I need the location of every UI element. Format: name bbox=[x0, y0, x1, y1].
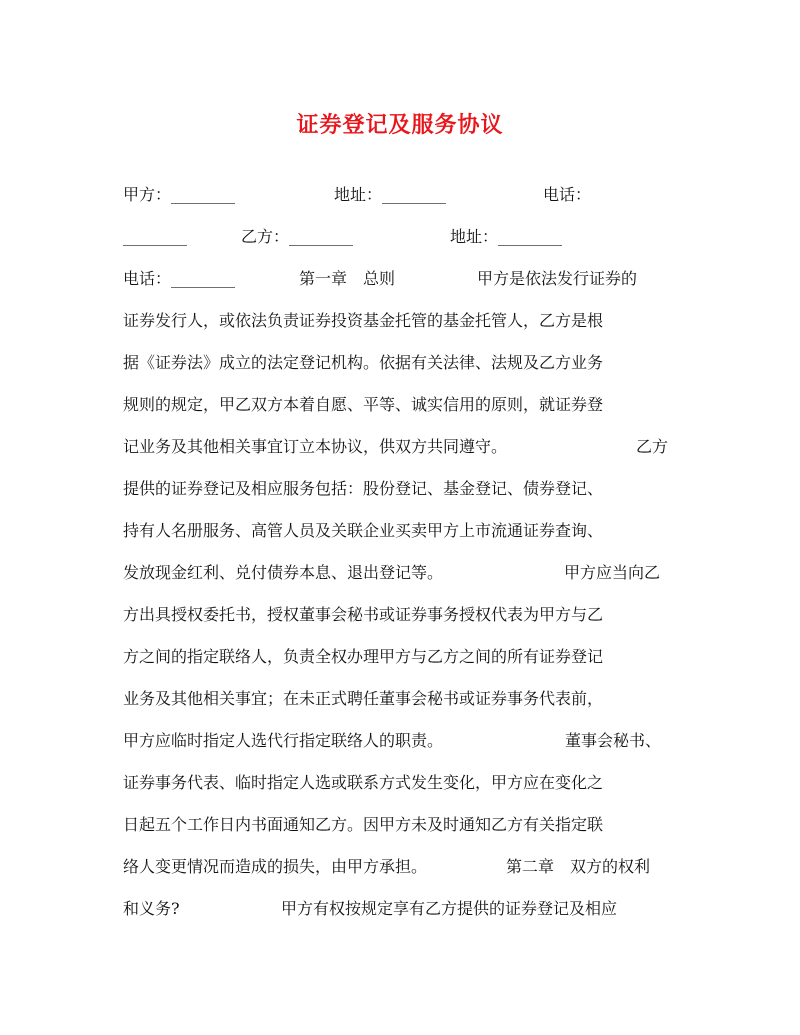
party-a-field: 甲方：________ bbox=[123, 185, 236, 204]
text-line bbox=[123, 222, 683, 252]
text-line bbox=[123, 768, 683, 798]
paragraph-text: 规则的规定，甲乙双方本着自愿、平等、诚实信用的原则，就证券登 bbox=[123, 395, 604, 414]
text-line bbox=[123, 684, 683, 714]
paragraph-text: 甲方应当向乙 bbox=[564, 563, 661, 582]
text-line bbox=[123, 180, 683, 210]
party-b-address-field: 地址：________ bbox=[450, 227, 563, 246]
paragraph-text: 证券发行人，或依法负责证券投资基金托管的基金托管人，乙方是根 bbox=[123, 311, 604, 330]
paragraph-text: 甲方是依法发行证券的 bbox=[477, 269, 638, 288]
chapter-heading: 第一章 总则 bbox=[299, 269, 396, 288]
text-line bbox=[123, 264, 683, 294]
paragraph-text: 持有人名册服务、高管人员及关联企业买卖甲方上市流通证券查询、 bbox=[123, 521, 604, 540]
text-line bbox=[123, 390, 683, 420]
paragraph-text: 方出具授权委托书，授权董事会秘书或证券事务授权代表为甲方与乙 bbox=[123, 605, 604, 624]
party-a-address-field: 地址：________ bbox=[334, 185, 447, 204]
text-line bbox=[123, 348, 683, 378]
text-line bbox=[123, 894, 683, 924]
party-a-phone-field: 电话： bbox=[543, 185, 592, 204]
paragraph-text: 提供的证券登记及相应服务包括：股份登记、基金登记、债券登记、 bbox=[123, 479, 604, 498]
text-line bbox=[123, 726, 683, 756]
paragraph-text: 据《证券法》成立的法定登记机构。依据有关法律、法规及乙方业务 bbox=[123, 353, 604, 372]
text-line bbox=[123, 600, 683, 630]
paragraph-text: 发放现金红利、兑付债券本息、退出登记等。 bbox=[123, 563, 444, 582]
paragraph-text: 甲方应临时指定人选代行指定联络人的职责。 bbox=[123, 731, 444, 750]
text-line bbox=[123, 642, 683, 672]
chapter-heading: 第二章 双方的权利 bbox=[506, 857, 651, 876]
paragraph-text: 甲方有权按规定享有乙方提供的证券登记及相应 bbox=[281, 899, 618, 918]
party-a-phone-blank: ________ bbox=[123, 227, 187, 246]
text-line bbox=[123, 558, 683, 588]
text-line bbox=[123, 432, 683, 462]
document-title: 证券登记及服务协议 bbox=[296, 112, 504, 138]
text-line bbox=[123, 306, 683, 336]
party-b-field: 乙方：________ bbox=[241, 227, 354, 246]
paragraph-text: 记业务及其他相关事宜订立本协议，供双方共同遵守。 bbox=[123, 437, 508, 456]
paragraph-text: 董事会秘书、 bbox=[565, 731, 662, 750]
text-line bbox=[123, 516, 683, 546]
text-line bbox=[123, 810, 683, 840]
paragraph-text: 日起五个工作日内书面通知乙方。因甲方未及时通知乙方有关指定联 bbox=[123, 815, 604, 834]
text-line bbox=[123, 474, 683, 504]
paragraph-text: 证券事务代表、临时指定人选或联系方式发生变化，甲方应在变化之 bbox=[123, 773, 604, 792]
paragraph-text: 乙方 bbox=[636, 437, 669, 456]
party-b-phone-field: 电话：________ bbox=[123, 269, 236, 288]
paragraph-text: 方之间的指定联络人，负责全权办理甲方与乙方之间的所有证券登记 bbox=[123, 647, 604, 666]
text-line bbox=[123, 852, 683, 882]
paragraph-text: 络人变更情况而造成的损失，由甲方承担。 bbox=[123, 857, 428, 876]
paragraph-text: 业务及其他相关事宜；在未正式聘任董事会秘书或证券事务代表前， bbox=[123, 689, 604, 708]
paragraph-text: 和义务? bbox=[123, 899, 180, 918]
